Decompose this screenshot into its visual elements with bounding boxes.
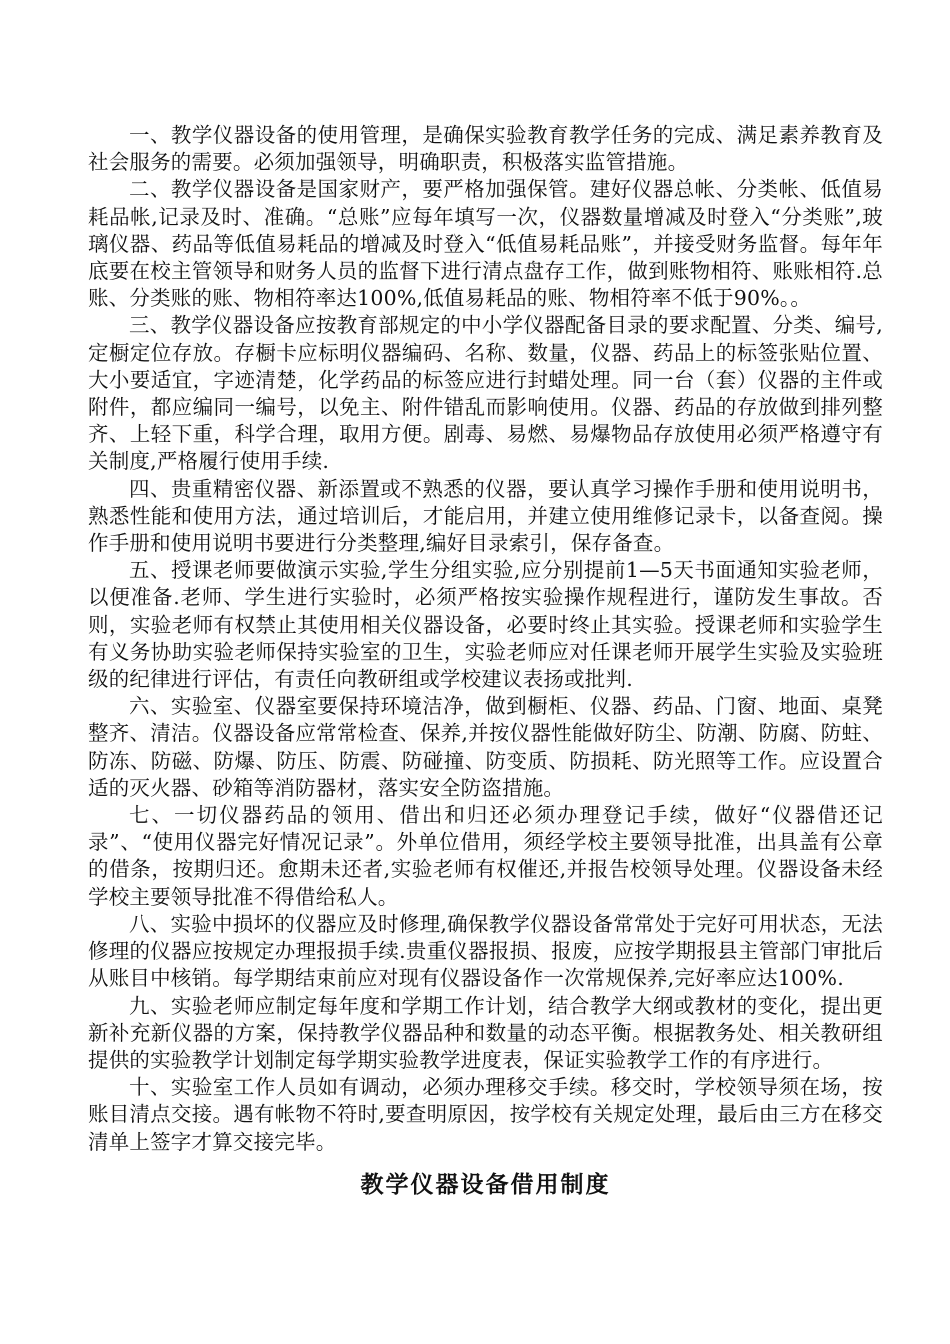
paragraph-6: 六、实验室、仪器室要保持环境洁净，做到橱柜、仪器、药品、门窗、地面、桌凳整齐、清洁。仪器设备应常常检查、保养,并按仪器性能做好防尘、防潮、防腐、防蛀、防冻、防磁、防爆、防压、防震、防碰撞、防变质、防损耗、防光照等工作。应设置合适的灭火器、砂箱等消防器材，落实安全防盗措施。 xyxy=(88,694,883,800)
paragraph-5: 五、授课老师要做演示实验,学生分组实验,应分别提前1—5天书面通知实验老师，以便准备.老师、学生进行实验时，必须严格按实验操作规程进行，谨防发生事故。否则，实验老师有权禁止其使用相关仪器设备，必要时终止其实验。授课老师和实验学生有义务协助实验老师保持实验室的卫生，实验老师应对任课老师开展学生实验及实验班级的纪律进行评估，有责任向教研组或学校建议表扬或批判. xyxy=(88,558,883,692)
paragraph-2: 二、教学仪器设备是国家财产，要严格加强保管。建好仪器总帐、分类帐、低值易耗品帐,记录及时、准确。“总账”应每年填写一次，仪器数量增减及时登入“分类账”,玻璃仪器、药品等低值易耗品的增减及时登入“低值易耗品账”，并接受财务监督。每年年底要在校主管领导和财务人员的监督下进行清点盘存工作，做到账物相符、账账相符.总账、分类账的账、物相符率达100%,低值易耗品的账、物相符率不低于90%。。 xyxy=(88,177,883,311)
paragraph-8: 八、实验中损坏的仪器应及时修理,确保教学仪器设备常常处于完好可用状态，无法修理的仪器应按规定办理报损手续.贵重仪器报损、报废，应按学期报县主管部门审批后从账目中核销。每学期结束前应对现有仪器设备作一次常规保养,完好率应达100%. xyxy=(88,911,883,991)
section-title: 教学仪器设备借用制度 xyxy=(360,1170,611,1198)
paragraph-7: 七、一切仪器药品的领用、借出和归还必须办理登记手续，做好“仪器借还记录”、“使用仪器完好情况记录”。外单位借用，须经学校主要领导批准，出具盖有公章的借条，按期归还。愈期未还者,实验老师有权催还,并报告校领导处理。仪器设备未经学校主要领导批准不得借给私人。 xyxy=(88,803,883,909)
paragraph-9: 九、实验老师应制定每年度和学期工作计划，结合教学大纲或教材的变化，提出更新补充新仪器的方案，保持教学仪器品种和数量的动态平衡。根据教务处、相关教研组提供的实验教学计划制定每学期实验教学进度表，保证实验教学工作的有序进行。 xyxy=(88,993,883,1072)
paragraph-10: 十、实验室工作人员如有调动，必须办理移交手续。移交时，学校领导须在场，按账目清点交接。遇有帐物不符时,要查明原因，按学校有关规定处理，最后由三方在移交清单上签字才算交接完毕。 xyxy=(88,1075,883,1154)
paragraph-4: 四、贵重精密仪器、新添置或不熟悉的仪器，要认真学习操作手册和使用说明书，熟悉性能和使用方法，通过培训后，才能启用，并建立使用维修记录卡，以备查阅。操作手册和使用说明书要进行分类整理,编好目录索引，保存备查。 xyxy=(88,476,883,556)
paragraph-3: 三、教学仪器设备应按教育部规定的中小学仪器配备目录的要求配置、分类、编号,定橱定位存放。存橱卡应标明仪器编码、名称、数量，仪器、药品上的标签张贴位置、大小要适宜，字迹清楚，化学药品的标签应进行封蜡处理。同一台（套）仪器的主件或附件，都应编同一编号，以免主、附件错乱而影响使用。仪器、药品的存放做到排列整齐、上轻下重，科学合理，取用方便。剧毒、易燃、易爆物品存放使用必须严格遵守有关制度,严格履行使用手续. xyxy=(88,313,883,474)
document-body xyxy=(88,122,883,1200)
paragraph-1: 一、教学仪器设备的使用管理，是确保实验教育教学任务的完成、满足素养教育及社会服务的需要。必须加强领导，明确职责，积极落实监管措施。 xyxy=(88,123,883,175)
